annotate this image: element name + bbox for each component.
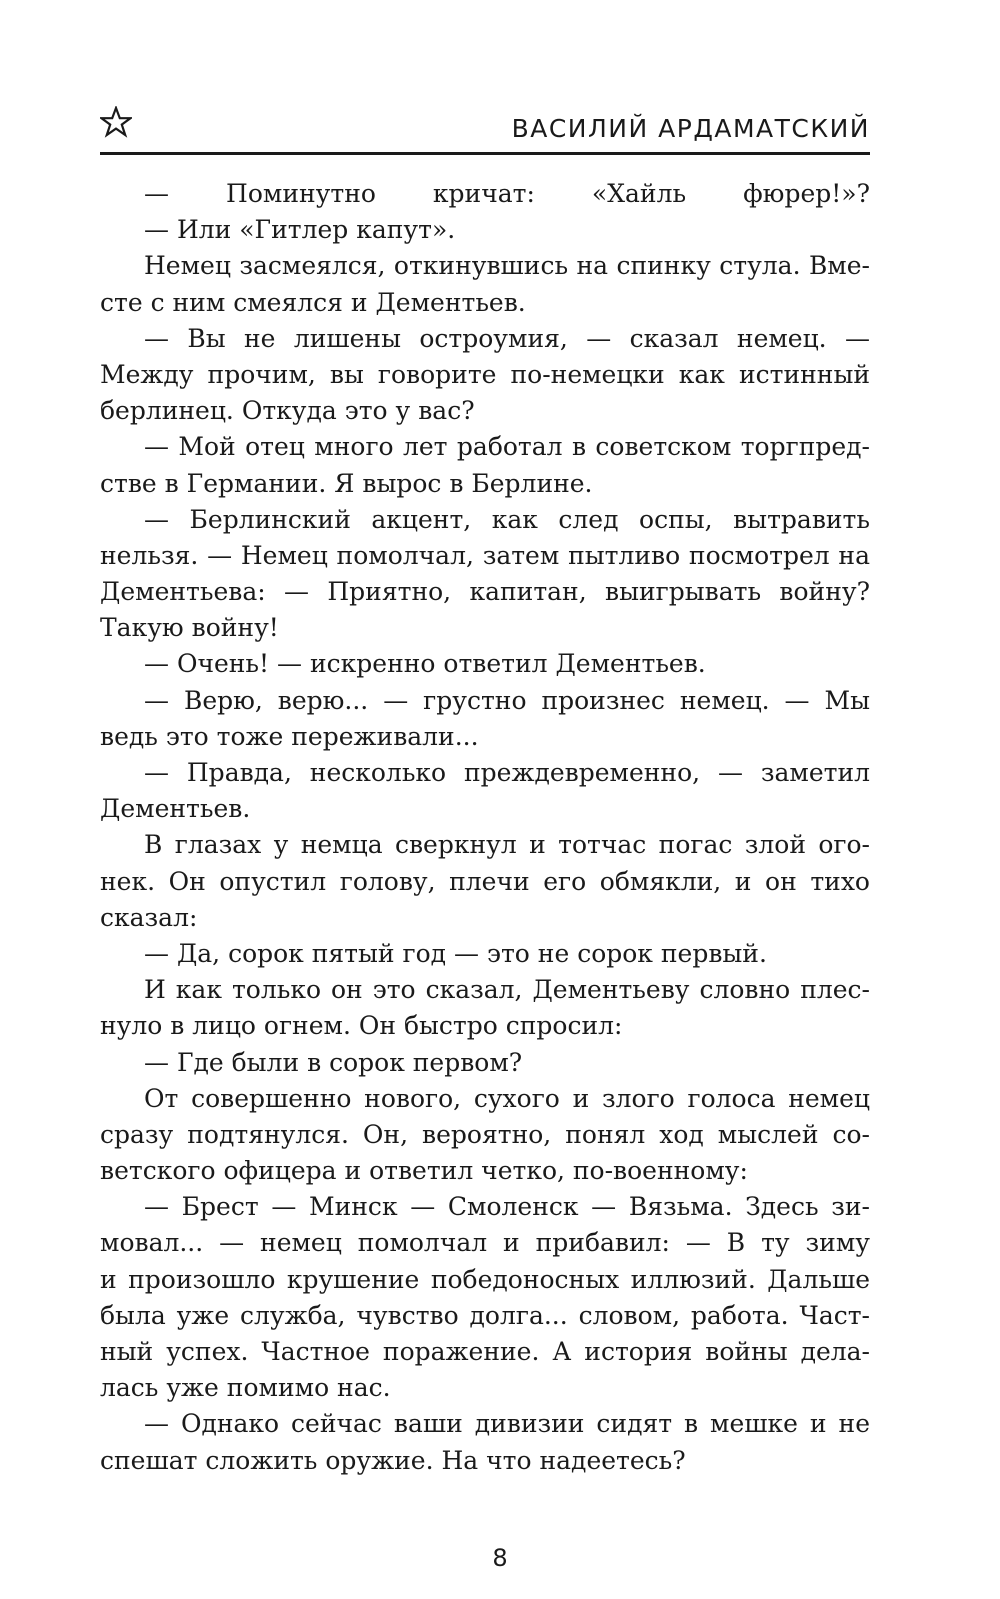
text-line: — Вы не лишены остроумия, — сказал немец. — bbox=[144, 323, 870, 353]
text-line: нельзя. — Немец помолчал, затем пытливо посмотрел на bbox=[100, 540, 870, 570]
text-line: сте с ним смеялся и Дементьев. bbox=[100, 287, 526, 317]
text-line: — Верю, верю... — грустно произнес немец. — Мы bbox=[144, 685, 870, 715]
text-line: Немец засмеялся, откинувшись на спинку стула. Вме- bbox=[144, 251, 870, 281]
text-line: От совершенно нового, сухого и злого голоса немец bbox=[144, 1083, 870, 1113]
running-header bbox=[100, 100, 870, 155]
text-line: стве в Германии. Я вырос в Берлине. bbox=[100, 468, 593, 498]
text-line: — Правда, несколько преждевременно, — заметил bbox=[144, 758, 870, 787]
page-number: 8 bbox=[492, 1544, 508, 1572]
text-line: была уже служба, чувство долга... словом, работа. Част- bbox=[100, 1300, 870, 1330]
star-icon bbox=[100, 106, 132, 138]
text-line: — Брест — Минск — Смоленск — Вязьма. Здесь зи- bbox=[144, 1192, 870, 1222]
text-line: Дементьев. bbox=[100, 794, 251, 824]
text-line: — Мой отец много лет работал в советском торгпред- bbox=[144, 432, 870, 462]
text-line: В глазах у немца сверкнул и тотчас погас злой ого- bbox=[144, 830, 870, 860]
text-line: И как только он это сказал, Дементьеву словно плес- bbox=[144, 975, 870, 1005]
text-line: — Или «Гитлер капут». bbox=[144, 215, 456, 245]
text-line: — Очень! — искренно ответил Дементьев. bbox=[144, 649, 706, 679]
book-author: ВАСИЛИЙ АРДАМАТСКИЙ bbox=[511, 114, 870, 143]
text-line: ведь это тоже переживали... bbox=[100, 721, 479, 751]
body-text bbox=[100, 176, 870, 1479]
text-line: — Поминутно кричат: «Хайль фюрер!»? bbox=[144, 179, 870, 208]
text-line: ветского офицера и ответил четко, по-военному: bbox=[100, 1156, 748, 1186]
text-line: спешат сложить оружие. На что надеетесь? bbox=[100, 1445, 686, 1475]
text-line: Дементьева: — Приятно, капитан, выигрывать войну? bbox=[100, 577, 870, 607]
text-line: — Да, сорок пятый год — это не сорок первый. bbox=[144, 938, 767, 968]
text-line: нуло в лицо огнем. Он быстро спросил: bbox=[100, 1011, 623, 1041]
text-line: сразу подтянулся. Он, вероятно, понял ход мыслей со- bbox=[100, 1119, 870, 1149]
text-line: Между прочим, вы говорите по-немецки как истинный bbox=[100, 359, 870, 389]
text-line: лась уже помимо нас. bbox=[100, 1373, 391, 1403]
text-line: Такую войну! bbox=[100, 613, 279, 643]
text-line: мовал... — немец помолчал и прибавил: — В ту зиму bbox=[100, 1228, 870, 1258]
text-line: ный успех. Частное поражение. А история войны дела- bbox=[100, 1337, 870, 1366]
text-line: — Однако сейчас ваши дивизии сидят в мешке и не bbox=[144, 1409, 870, 1439]
text-line: берлинец. Откуда это у вас? bbox=[100, 396, 475, 426]
text-line: — Берлинский акцент, как след оспы, вытравить bbox=[144, 504, 870, 534]
text-line: сказал: bbox=[100, 902, 198, 932]
text-line: нек. Он опустил голову, плечи его обмякли, и он тихо bbox=[100, 866, 870, 896]
text-line: и произошло крушение победоносных иллюзий. Дальше bbox=[100, 1264, 870, 1294]
text-line: — Где были в сорок первом? bbox=[144, 1047, 523, 1077]
